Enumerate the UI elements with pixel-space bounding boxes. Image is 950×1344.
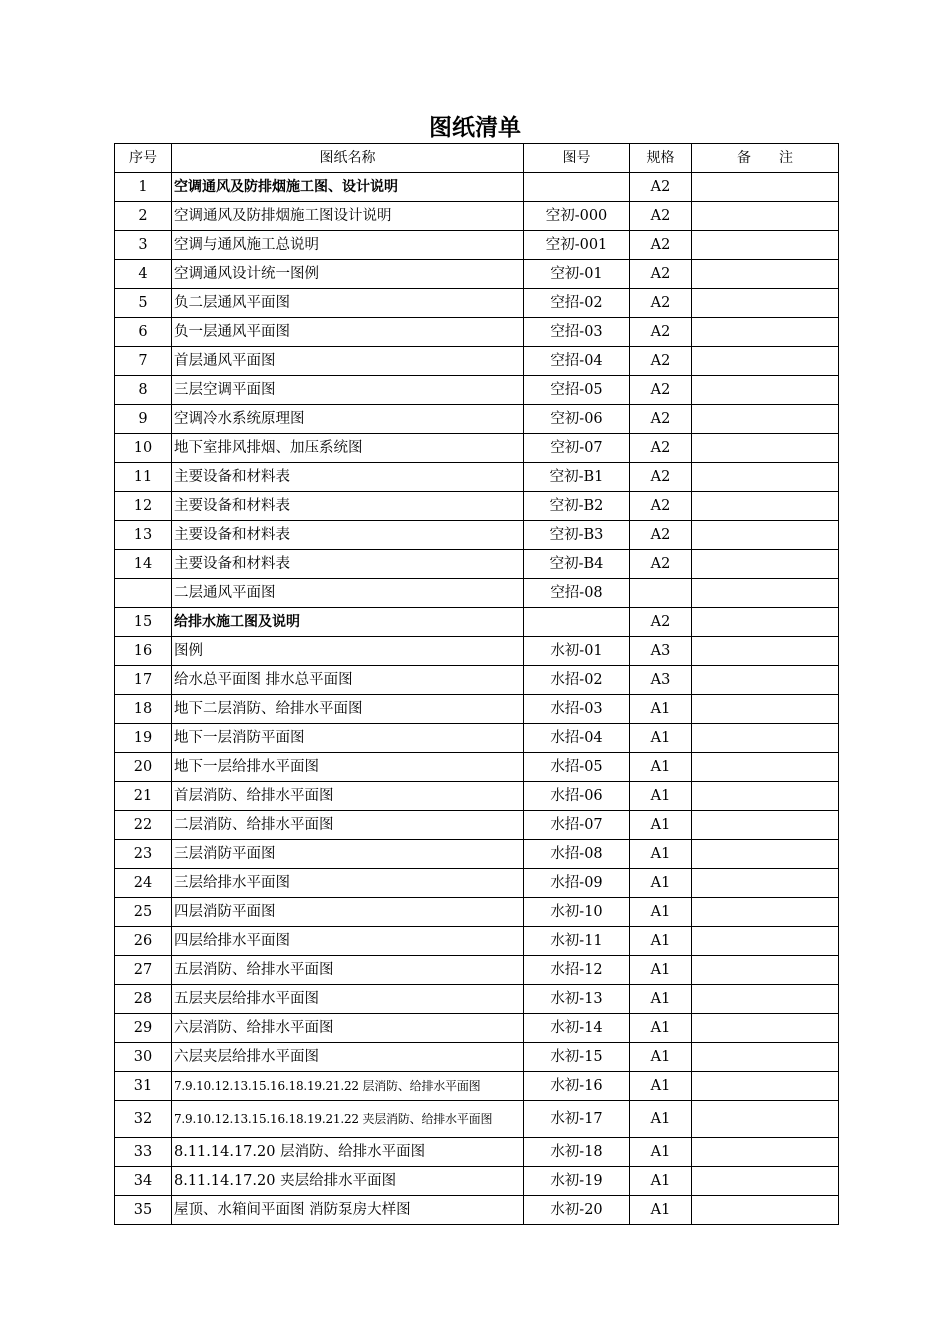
row-no: 24 [115,869,172,898]
row-spec: A1 [630,956,692,985]
table-row [115,811,839,840]
row-no: 27 [115,956,172,985]
row-name: 五层夹层给排水平面图 [172,985,524,1014]
table-row [115,521,839,550]
row-remark [692,637,839,666]
row-code: 水招-09 [524,869,630,898]
row-name: 首层消防、给排水平面图 [172,782,524,811]
row-spec: A2 [630,405,692,434]
row-remark [692,1043,839,1072]
row-name: 负一层通风平面图 [172,318,524,347]
row-name: 二层消防、给排水平面图 [172,811,524,840]
table-row [115,666,839,695]
table-row [115,840,839,869]
table-row [115,608,839,637]
row-code: 水招-05 [524,753,630,782]
row-spec: A1 [630,1167,692,1196]
row-no: 1 [115,173,172,202]
row-code: 空初-01 [524,260,630,289]
drawing-list-table [114,143,839,1225]
table-row [115,318,839,347]
row-no: 4 [115,260,172,289]
row-spec: A1 [630,1072,692,1101]
table-row [115,202,839,231]
row-remark [692,173,839,202]
header-remark: 备 注 [692,144,839,173]
row-spec: A2 [630,289,692,318]
page-title: 图纸清单 [429,115,521,141]
row-remark [692,318,839,347]
row-code: 空初-000 [524,202,630,231]
row-remark [692,1072,839,1101]
row-spec: A1 [630,1043,692,1072]
table-row [115,1014,839,1043]
row-spec: A2 [630,231,692,260]
row-spec: A1 [630,1196,692,1225]
row-remark [692,1196,839,1225]
row-no: 13 [115,521,172,550]
row-code: 空初-B2 [524,492,630,521]
row-no: 21 [115,782,172,811]
row-remark [692,289,839,318]
table-row [115,1196,839,1225]
row-remark [692,550,839,579]
row-no: 18 [115,695,172,724]
table-row [115,869,839,898]
row-remark [692,1014,839,1043]
row-code: 水初-20 [524,1196,630,1225]
row-no: 35 [115,1196,172,1225]
row-no: 34 [115,1167,172,1196]
row-remark [692,724,839,753]
row-no: 12 [115,492,172,521]
row-code: 水初-11 [524,927,630,956]
row-spec: A1 [630,724,692,753]
row-code: 空招-08 [524,579,630,608]
row-no: 14 [115,550,172,579]
row-name: 六层消防、给排水平面图 [172,1014,524,1043]
row-remark [692,608,839,637]
row-name: 地下室排风排烟、加压系统图 [172,434,524,463]
row-code: 水初-18 [524,1138,630,1167]
row-no: 31 [115,1072,172,1101]
row-remark [692,666,839,695]
table-row [115,260,839,289]
row-code: 水初-16 [524,1072,630,1101]
row-spec: A1 [630,869,692,898]
table-row [115,376,839,405]
row-code: 水初-15 [524,1043,630,1072]
row-no: 16 [115,637,172,666]
row-name: 三层消防平面图 [172,840,524,869]
row-code: 空招-03 [524,318,630,347]
table-row [115,1101,839,1138]
row-spec: A1 [630,898,692,927]
row-name: 空调冷水系统原理图 [172,405,524,434]
row-name: 六层夹层给排水平面图 [172,1043,524,1072]
table-row [115,1138,839,1167]
row-remark [692,840,839,869]
row-code: 空初-06 [524,405,630,434]
table-row [115,434,839,463]
table-row [115,405,839,434]
row-name: 三层空调平面图 [172,376,524,405]
row-code: 水招-08 [524,840,630,869]
table-row [115,173,839,202]
row-name: 主要设备和材料表 [172,521,524,550]
table-row [115,724,839,753]
row-spec: A2 [630,347,692,376]
row-no: 32 [115,1101,172,1138]
row-name: 8.11.14.17.20 层消防、给排水平面图 [172,1138,524,1167]
row-name: 空调与通风施工总说明 [172,231,524,260]
row-spec: A2 [630,521,692,550]
row-code: 空招-02 [524,289,630,318]
table-row [115,463,839,492]
row-no: 26 [115,927,172,956]
row-code [524,173,630,202]
row-spec: A1 [630,782,692,811]
row-remark [692,347,839,376]
table-row [115,289,839,318]
header-code: 图号 [524,144,630,173]
row-name: 主要设备和材料表 [172,463,524,492]
row-code: 空初-001 [524,231,630,260]
row-spec: A2 [630,260,692,289]
row-no: 22 [115,811,172,840]
row-code: 空招-04 [524,347,630,376]
row-remark [692,1138,839,1167]
row-remark [692,521,839,550]
row-code: 水初-13 [524,985,630,1014]
row-name: 三层给排水平面图 [172,869,524,898]
table-row [115,492,839,521]
row-spec: A2 [630,434,692,463]
row-code: 空初-B3 [524,521,630,550]
row-name: 屋顶、水箱间平面图 消防泵房大样图 [172,1196,524,1225]
table-row [115,956,839,985]
row-code: 空初-B4 [524,550,630,579]
row-no: 2 [115,202,172,231]
row-code: 空初-07 [524,434,630,463]
row-code: 水初-01 [524,637,630,666]
row-name: 负二层通风平面图 [172,289,524,318]
row-code: 空招-05 [524,376,630,405]
table-row [115,1072,839,1101]
table-row [115,550,839,579]
row-remark [692,231,839,260]
row-remark [692,434,839,463]
row-spec: A2 [630,173,692,202]
row-no: 29 [115,1014,172,1043]
row-no: 25 [115,898,172,927]
row-spec: A2 [630,492,692,521]
row-name: 7.9.10.12.13.15.16.18.19.21.22 层消防、给排水平面图 [172,1072,524,1101]
row-no [115,579,172,608]
row-name: 主要设备和材料表 [172,492,524,521]
row-name: 地下一层消防平面图 [172,724,524,753]
row-remark [692,898,839,927]
row-code: 水招-06 [524,782,630,811]
row-name: 五层消防、给排水平面图 [172,956,524,985]
row-name: 8.11.14.17.20 夹层给排水平面图 [172,1167,524,1196]
table-row [115,1043,839,1072]
row-no: 28 [115,985,172,1014]
row-no: 6 [115,318,172,347]
row-no: 19 [115,724,172,753]
row-name: 首层通风平面图 [172,347,524,376]
row-spec [630,579,692,608]
row-spec: A3 [630,637,692,666]
row-remark [692,927,839,956]
row-no: 33 [115,1138,172,1167]
table-row [115,637,839,666]
row-no: 20 [115,753,172,782]
row-no: 8 [115,376,172,405]
row-spec: A1 [630,1014,692,1043]
table-row [115,231,839,260]
row-name: 地下二层消防、给排水平面图 [172,695,524,724]
row-code: 水招-07 [524,811,630,840]
header-name: 图纸名称 [172,144,524,173]
table-row [115,927,839,956]
row-name: 给水总平面图 排水总平面图 [172,666,524,695]
table-header-row [115,144,839,173]
row-remark [692,579,839,608]
row-no: 23 [115,840,172,869]
table-row [115,753,839,782]
row-name: 图例 [172,637,524,666]
row-spec: A1 [630,985,692,1014]
row-name: 空调通风及防排烟施工图设计说明 [172,202,524,231]
row-remark [692,202,839,231]
row-name: 四层给排水平面图 [172,927,524,956]
row-spec: A2 [630,550,692,579]
row-remark [692,405,839,434]
row-code [524,608,630,637]
row-code: 空初-B1 [524,463,630,492]
row-remark [692,1101,839,1138]
row-code: 水初-17 [524,1101,630,1138]
row-remark [692,695,839,724]
row-code: 水招-04 [524,724,630,753]
row-remark [692,869,839,898]
row-remark [692,956,839,985]
row-no: 15 [115,608,172,637]
row-spec: A3 [630,666,692,695]
row-code: 水初-10 [524,898,630,927]
row-remark [692,753,839,782]
row-remark [692,811,839,840]
row-name: 7.9.10.12.13.15.16.18.19.21.22 夹层消防、给排水平面图 [172,1101,524,1138]
row-spec: A1 [630,840,692,869]
row-spec: A1 [630,695,692,724]
table-row [115,1167,839,1196]
row-no: 7 [115,347,172,376]
table-row [115,347,839,376]
table-row [115,579,839,608]
table-row [115,782,839,811]
row-no: 9 [115,405,172,434]
row-name: 四层消防平面图 [172,898,524,927]
row-code: 水初-14 [524,1014,630,1043]
row-spec: A2 [630,202,692,231]
row-name: 空调通风及防排烟施工图、设计说明 [172,173,524,202]
table-row [115,898,839,927]
row-remark [692,463,839,492]
row-spec: A1 [630,927,692,956]
row-code: 水初-19 [524,1167,630,1196]
table-row [115,985,839,1014]
row-no: 10 [115,434,172,463]
header-spec: 规格 [630,144,692,173]
row-spec: A1 [630,1138,692,1167]
row-remark [692,260,839,289]
row-remark [692,1167,839,1196]
row-remark [692,782,839,811]
row-name: 地下一层给排水平面图 [172,753,524,782]
row-name: 给排水施工图及说明 [172,608,524,637]
row-no: 5 [115,289,172,318]
row-spec: A1 [630,811,692,840]
row-no: 3 [115,231,172,260]
row-no: 30 [115,1043,172,1072]
row-no: 11 [115,463,172,492]
row-remark [692,492,839,521]
row-spec: A2 [630,608,692,637]
row-remark [692,376,839,405]
row-name: 二层通风平面图 [172,579,524,608]
row-code: 水招-03 [524,695,630,724]
row-spec: A1 [630,753,692,782]
row-spec: A2 [630,376,692,405]
header-no: 序号 [115,144,172,173]
row-spec: A2 [630,463,692,492]
table-row [115,695,839,724]
row-no: 17 [115,666,172,695]
row-name: 空调通风设计统一图例 [172,260,524,289]
row-name: 主要设备和材料表 [172,550,524,579]
row-code: 水招-12 [524,956,630,985]
row-spec: A2 [630,318,692,347]
row-code: 水招-02 [524,666,630,695]
row-remark [692,985,839,1014]
row-spec: A1 [630,1101,692,1138]
